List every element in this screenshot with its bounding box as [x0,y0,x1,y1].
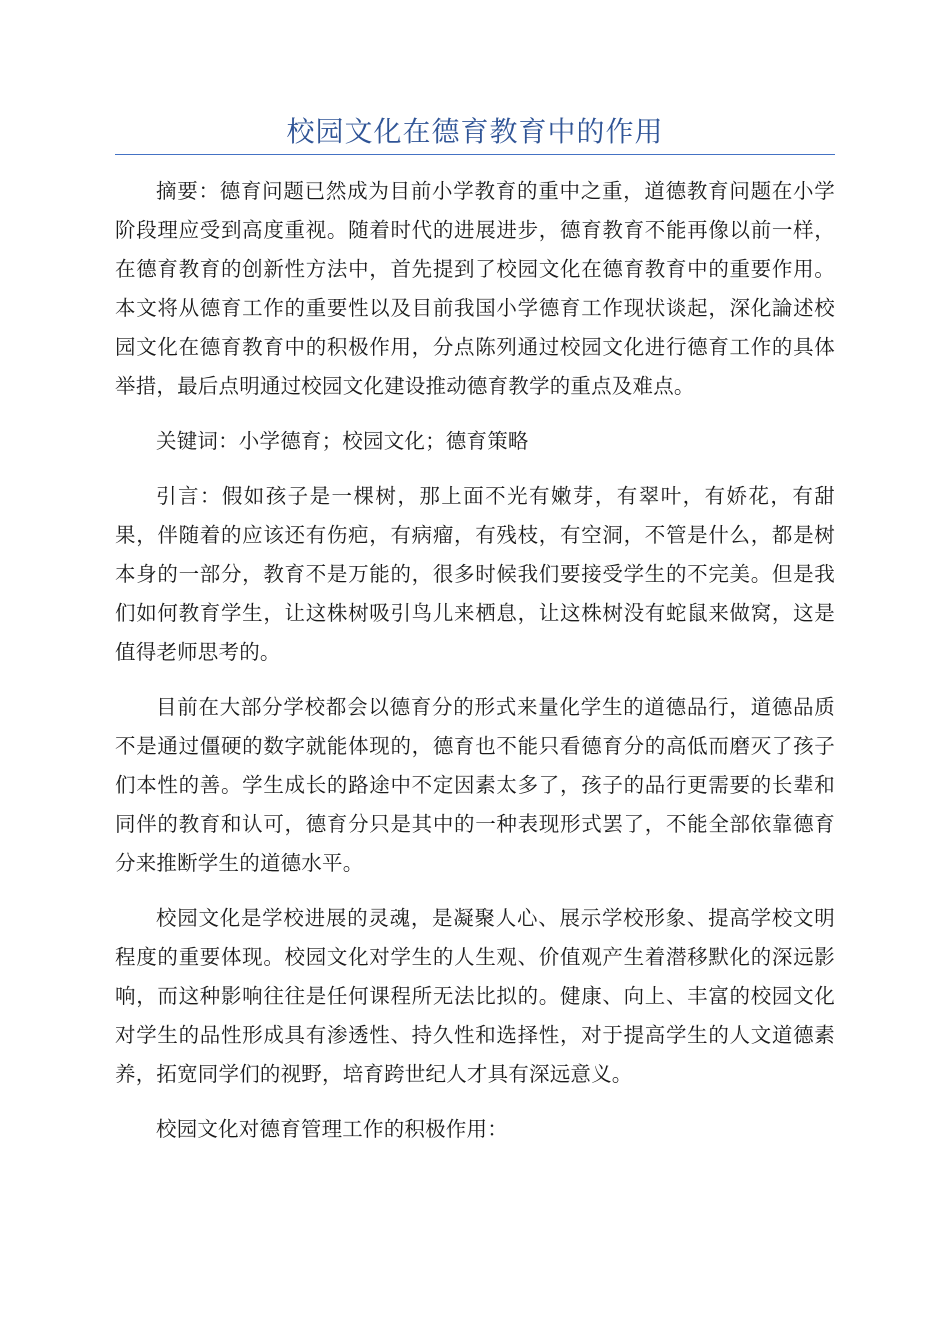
body-paragraph: 校园文化是学校进展的灵魂，是凝聚人心、展示学校形象、提高学校文明程度的重要体现。校园文化对学生的人生观、价值观产生着潜移默化的深远影响，而这种影响往往是任何课程所无法比拟的。健康、向上、丰富的校园文化对学生的品性形成具有渗透性、持久性和选择性，对于提高学生的人文道德素养，拓宽同学们的视野，培育跨世纪人才具有深远意义。 [115,906,835,1086]
document-body [115,172,835,1165]
document-title: 校园文化在德育教育中的作用 [286,115,664,148]
keywords-paragraph: 关键词：小学德育；校园文化；德育策略 [156,429,529,453]
section-lead-paragraph: 校园文化对德育管理工作的积极作用： [156,1117,508,1141]
introduction-paragraph: 引言：假如孩子是一棵树，那上面不光有嫩芽，有翠叶，有娇花，有甜果，伴随着的应该还有伤疤，有病瘤，有残枝，有空洞，不管是什么，都是树本身的一部分，教育不是万能的，很多时候我们要接受学生的不完美。但是我们如何教育学生，让这株树吸引鸟儿来栖息，让这株树没有蛇鼠来做窝，这是值得老师思考的。 [115,484,835,664]
abstract-paragraph: 摘要：德育问题已然成为目前小学教育的重中之重，道德教育问题在小学阶段理应受到高度重视。随着时代的进展进步，德育教育不能再像以前一样，在德育教育的创新性方法中，首先提到了校园文化在德育教育中的重要作用。本文将从德育工作的重要性以及目前我国小学德育工作现状谈起，深化論述校园文化在德育教育中的积极作用，分点陈列通过校园文化进行德育工作的具体举措，最后点明通过校园文化建设推动德育教学的重点及难点。 [115,179,835,398]
body-paragraph: 目前在大部分学校都会以德育分的形式来量化学生的道德品行，道德品质不是通过僵硬的数字就能体现的，德育也不能只看德育分的高低而磨灭了孩子们本性的善。学生成长的路途中不定因素太多了，孩子的品行更需要的长辈和同伴的教育和认可，德育分只是其中的一种表现形式罢了，不能全部依靠德育分来推断学生的道德水平。 [115,695,835,875]
title-underline [115,154,835,155]
